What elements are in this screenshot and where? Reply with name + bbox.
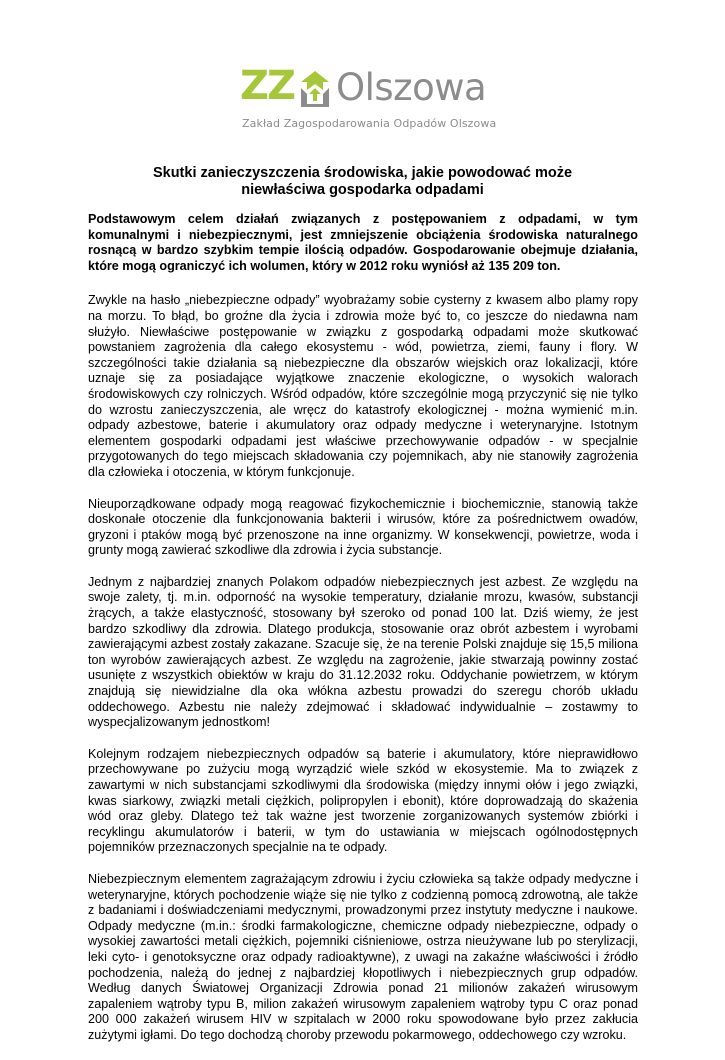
recycle-icon (295, 68, 335, 108)
title-line-1: Skutki zanieczyszczenia środowiska, jakie powodować może (152, 165, 573, 181)
title-line-2: niewłaściwa gospodarka odpadami (241, 182, 484, 198)
paragraph-hazardous-waste: Zwykle na hasło „niebezpieczne odpady” wyobrażamy sobie cysterny z kwasem albo plamy ropy na morzu. To błąd, bo groźne dla życia i zdrowia może być to, co jeszcze do niedawna nam służyło. Niewłaściwe postępowanie w związku z gospodarką odpadami może skutkować powstaniem zagrożenia dla całego ekosystemu - wód, powietrza, ziemi, fauny i flory. W szczególności takie działania są niebezpieczne dla obszarów wiejskich oraz lokalizacji, które uznaje się za posiadające wyjątkowe znaczenie ekologiczne, o wysokich walorach środowiskowych czy rolniczych. Wśród odpadów, które szczególnie mogą przyczynić się nie tylko do wzrostu zanieczyszczenia, ale wręcz do katastrofy ekologicznej - można wymienić m.in. odpady azbestowe, baterie i akumulatory oraz odpady medyczne i weterynaryjne. Istotnym elementem gospodarki odpadami jest właściwe przechowywanie odpadów - w specjalnie przygotowanych do tego miejscach składowania czy pojemnikach, aby nie stanowiły zagrożenia dla człowieka i otoczenia, w którym funkcjonuje. (88, 293, 638, 479)
document-body (88, 212, 638, 1060)
lead-paragraph: Podstawowym celem działań związanych z postępowaniem z odpadami, w tym komunalnymi i niebezpiecznymi, jest zmniejszenie obciążenia środowiska naturalnego rosnącą w bardzo szybkim tempie ilością odpadów. Gospodarowanie obejmuje działania, które mogą ograniczyć ich wolumen, który w 2012 roku wyniósł aż 135 209 ton. (88, 212, 638, 273)
paragraph-asbestos: Jednym z najbardziej znanych Polakom odpadów niebezpiecznych jest azbest. Ze względu na swoje zalety, tj. m.in. odporność na wysokie temperatury, działanie mrozu, kwasów, substancji żrących, a także elastyczność, stosowany był szeroko od ponad 100 lat. Dziś wiemy, że jest bardzo szkodliwy dla zdrowia. Dlatego produkcja, stosowanie oraz obrót azbestem i wyrobami zawierającymi azbest zostały zakazane. Szacuje się, że na terenie Polski znajduje się 15,5 miliona ton wyrobów zawierających azbest. Ze względu na zagrożenie, jakie stwarzają powinny zostać usunięte z wszystkich obiektów w kraju do 31.12.2032 roku. Oddychanie powietrzem, w którym znajdują się niewidzialne dla oka włókna azbestu prowadzi do szeregu chorób układu oddechowego. Azbestu nie należy zdejmować i składować indywidualnie – zostawmy to wyspecjalizowanym jednostkom! (88, 574, 638, 730)
logo-tagline: Zakład Zagospodarowania Odpadów Olszowa (242, 117, 497, 130)
paragraph-disordered-waste: Nieuporządkowane odpady mogą reagować fizykochemicznie i biochemicznie, stanowią także doskonałe otoczenie dla funkcjonowania bakterii i wirusów, które za pośrednictwem owadów, gryzoni i ptaków mogą być przenoszone na inne organizmy. W konsekwencji, powietrze, woda i grunty mogą zawierać szkodliwe dla zdrowia i życia substancje. (88, 496, 638, 558)
logo-name: Olszowa (336, 66, 487, 109)
company-logo (240, 63, 497, 136)
logo-mark: ZZ (240, 63, 295, 109)
paragraph-medical-waste: Niebezpiecznym elementem zagrażającym zdrowiu i życiu człowieka są także odpady medyczne i weterynaryjne, których pochodzenie wiąże się nie tylko z codzienną pomocą zdrowotną, ale także z badaniami i doświadczeniami medycznymi, prowadzonymi przez instytuty medyczne i naukowe. Odpady medyczne (m.in.: środki farmakologiczne, chemiczne odpady niebezpieczne, odpady o wysokiej zawartości metali ciężkich, pojemniki ciśnieniowe, ostrza nieużywane lub po sterylizacji, leki cyto- i genotoksyczne oraz odpady radioaktywne), z uwagi na zakaźne właściwości i źródło pochodzenia, należą do jednej z najbardziej kłopotliwych i niebezpiecznych grup odpadów. Według danych Światowej Organizacji Zdrowia ponad 21 milionów zakażeń wirusowym zapaleniem wątroby typu B, milion zakażeń wirusowym zapaleniem wątroby typu C oraz ponad 200 000 zakażeń wirusem HIV w szpitalach w 2000 roku spowodowane było przez zakłucia zużytymi igłami. Do tego dochodzą choroby przewodu pokarmowego, oddechowego czy wzroku. (88, 871, 638, 1042)
document-title (90, 165, 635, 199)
paragraph-batteries: Kolejnym rodzajem niebezpiecznych odpadów są baterie i akumulatory, które nieprawidłowo przechowywane po zużyciu mogą wyrządzić wiele szkód w ekosystemie. Ma to związek z zawartymi w nich substancjami szkodliwymi dla środowiska (między innymi ołów i jego związki, kwas siarkowy, związki metali ciężkich, polipropylen i ebonit), które doprowadzają do skażenia wód oraz gleby. Dlatego też tak ważne jest tworzenie zorganizowanych systemów zbiórki i recyklingu akumulatorów i baterii, w tym do ustawiania w miejscach ogólnodostępnych pojemników przeznaczonych specjalnie na te odpady. (88, 746, 638, 855)
